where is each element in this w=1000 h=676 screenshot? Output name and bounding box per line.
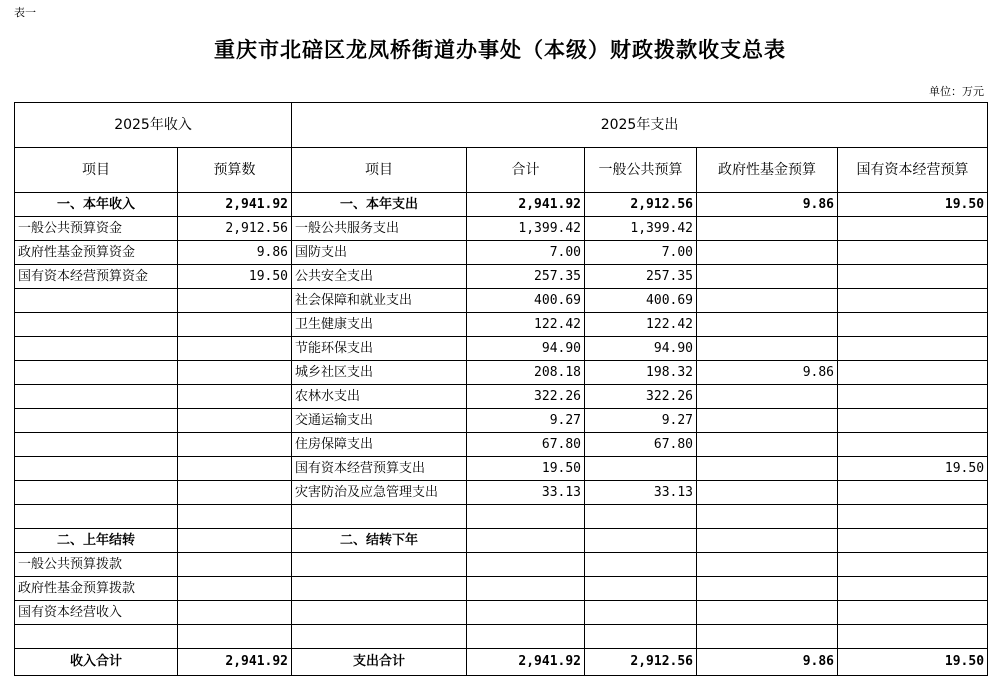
expense-item-general: 198.32 (585, 361, 697, 385)
expense-item-state-capital (838, 385, 988, 409)
income-item-name: 国有资本经营预算资金 (15, 265, 178, 289)
income-item-amount (178, 409, 292, 433)
expense-item-total: 400.69 (467, 289, 585, 313)
expense-total-state-capital: 19.50 (838, 649, 988, 676)
table-row (15, 289, 988, 313)
expense-item-name: 农林水支出 (292, 385, 467, 409)
expense-item-name: 国防支出 (292, 241, 467, 265)
carryover-income-title: 二、上年结转 (15, 529, 178, 553)
expense-total-gov-fund: 9.86 (697, 649, 838, 676)
col-header-budget: 预算数 (178, 148, 292, 193)
expense-item-state-capital (838, 409, 988, 433)
col-header-income-item: 项目 (15, 148, 178, 193)
budget-summary-table (14, 102, 988, 676)
income-item-amount (178, 457, 292, 481)
blank-row (15, 625, 988, 649)
table-row (15, 217, 988, 241)
expense-item-gov-fund (697, 265, 838, 289)
expense-item-state-capital (838, 337, 988, 361)
expense-item-gov-fund (697, 337, 838, 361)
expense-item-general: 400.69 (585, 289, 697, 313)
page-title: 重庆市北碚区龙凤桥街道办事处（本级）财政拨款收支总表 (214, 38, 786, 62)
expense-item-general: 94.90 (585, 337, 697, 361)
income-item-name (15, 313, 178, 337)
section-row-current-year (15, 193, 988, 217)
expense-item-gov-fund (697, 289, 838, 313)
table-row (15, 481, 988, 505)
expense-item-gov-fund (697, 385, 838, 409)
table-row (15, 313, 988, 337)
expense-item-general: 7.00 (585, 241, 697, 265)
expense-item-state-capital (838, 481, 988, 505)
expense-item-state-capital (838, 289, 988, 313)
table-number-label: 表一 (14, 6, 36, 19)
header-row-group (15, 103, 988, 148)
totals-row (15, 649, 988, 676)
expense-item-gov-fund (697, 313, 838, 337)
income-item-name (15, 409, 178, 433)
expense-item-gov-fund (697, 481, 838, 505)
table-row (15, 361, 988, 385)
table-row (15, 553, 988, 577)
expense-item-name: 住房保障支出 (292, 433, 467, 457)
income-item-name (15, 337, 178, 361)
income-item-name (15, 289, 178, 313)
income-section-amount: 2,941.92 (178, 193, 292, 217)
income-item-name: 一般公共预算资金 (15, 217, 178, 241)
income-item-name (15, 361, 178, 385)
table-row (15, 577, 988, 601)
expense-item-general: 67.80 (585, 433, 697, 457)
income-item-amount (178, 481, 292, 505)
expense-item-name: 社会保障和就业支出 (292, 289, 467, 313)
expense-item-gov-fund: 9.86 (697, 361, 838, 385)
expense-item-state-capital (838, 265, 988, 289)
expense-item-total: 7.00 (467, 241, 585, 265)
expense-total-label: 支出合计 (292, 649, 467, 676)
income-item-name (15, 457, 178, 481)
expense-section-gov-fund: 9.86 (697, 193, 838, 217)
expense-item-name: 交通运输支出 (292, 409, 467, 433)
col-header-general: 一般公共预算 (585, 148, 697, 193)
expense-item-state-capital (838, 217, 988, 241)
table-row (15, 601, 988, 625)
expense-total-amount: 2,941.92 (467, 649, 585, 676)
expense-item-general: 1,399.42 (585, 217, 697, 241)
table-row (15, 337, 988, 361)
income-item-amount (178, 361, 292, 385)
income-item-amount (178, 337, 292, 361)
income-item-name (15, 481, 178, 505)
expense-item-state-capital: 19.50 (838, 457, 988, 481)
expense-item-total: 33.13 (467, 481, 585, 505)
expense-item-name: 城乡社区支出 (292, 361, 467, 385)
table-row (15, 241, 988, 265)
income-item-name: 政府性基金预算资金 (15, 241, 178, 265)
income-item-name (15, 433, 178, 457)
expense-item-state-capital (838, 433, 988, 457)
expense-section-total: 2,941.92 (467, 193, 585, 217)
expense-item-general: 257.35 (585, 265, 697, 289)
income-item-amount (178, 433, 292, 457)
section-row-carryover (15, 529, 988, 553)
table-row (15, 385, 988, 409)
expense-item-total: 94.90 (467, 337, 585, 361)
unit-label: 单位：万元 (929, 85, 984, 98)
income-item-name (15, 385, 178, 409)
carryover-item: 政府性基金预算拨款 (15, 577, 178, 601)
table-row (15, 457, 988, 481)
expense-item-name: 灾害防治及应急管理支出 (292, 481, 467, 505)
expense-item-name: 节能环保支出 (292, 337, 467, 361)
income-item-amount: 9.86 (178, 241, 292, 265)
expense-item-total: 257.35 (467, 265, 585, 289)
carryover-expense-title: 二、结转下年 (292, 529, 467, 553)
expense-item-total: 122.42 (467, 313, 585, 337)
expense-item-name: 公共安全支出 (292, 265, 467, 289)
expense-section-title: 一、本年支出 (292, 193, 467, 217)
expense-group-header: 2025年支出 (292, 103, 988, 148)
income-total-label: 收入合计 (15, 649, 178, 676)
income-total-amount: 2,941.92 (178, 649, 292, 676)
income-group-header: 2025年收入 (15, 103, 292, 148)
expense-item-gov-fund (697, 409, 838, 433)
income-item-amount (178, 289, 292, 313)
col-header-expense-item: 项目 (292, 148, 467, 193)
expense-item-general: 33.13 (585, 481, 697, 505)
expense-item-state-capital (838, 313, 988, 337)
expense-item-general: 322.26 (585, 385, 697, 409)
col-header-gov-fund: 政府性基金预算 (697, 148, 838, 193)
expense-item-total: 19.50 (467, 457, 585, 481)
col-header-state-capital: 国有资本经营预算 (838, 148, 988, 193)
expense-item-total: 67.80 (467, 433, 585, 457)
expense-item-total: 9.27 (467, 409, 585, 433)
carryover-item: 国有资本经营收入 (15, 601, 178, 625)
income-section-title: 一、本年收入 (15, 193, 178, 217)
expense-item-name: 国有资本经营预算支出 (292, 457, 467, 481)
expense-item-general (585, 457, 697, 481)
income-item-amount (178, 313, 292, 337)
expense-item-total: 208.18 (467, 361, 585, 385)
table-row (15, 409, 988, 433)
expense-total-general: 2,912.56 (585, 649, 697, 676)
expense-item-total: 1,399.42 (467, 217, 585, 241)
col-header-total: 合计 (467, 148, 585, 193)
expense-item-state-capital (838, 241, 988, 265)
expense-item-gov-fund (697, 217, 838, 241)
expense-item-general: 122.42 (585, 313, 697, 337)
expense-item-gov-fund (697, 433, 838, 457)
expense-item-total: 322.26 (467, 385, 585, 409)
expense-item-name: 一般公共服务支出 (292, 217, 467, 241)
expense-section-state-capital: 19.50 (838, 193, 988, 217)
income-item-amount (178, 385, 292, 409)
income-item-amount: 19.50 (178, 265, 292, 289)
expense-item-general: 9.27 (585, 409, 697, 433)
table-row (15, 265, 988, 289)
income-item-amount: 2,912.56 (178, 217, 292, 241)
expense-item-gov-fund (697, 241, 838, 265)
expense-item-gov-fund (697, 457, 838, 481)
table-row (15, 433, 988, 457)
expense-item-name: 卫生健康支出 (292, 313, 467, 337)
expense-section-general: 2,912.56 (585, 193, 697, 217)
expense-item-state-capital (838, 361, 988, 385)
header-row-columns (15, 148, 988, 193)
blank-row (15, 505, 988, 529)
carryover-item: 一般公共预算拨款 (15, 553, 178, 577)
